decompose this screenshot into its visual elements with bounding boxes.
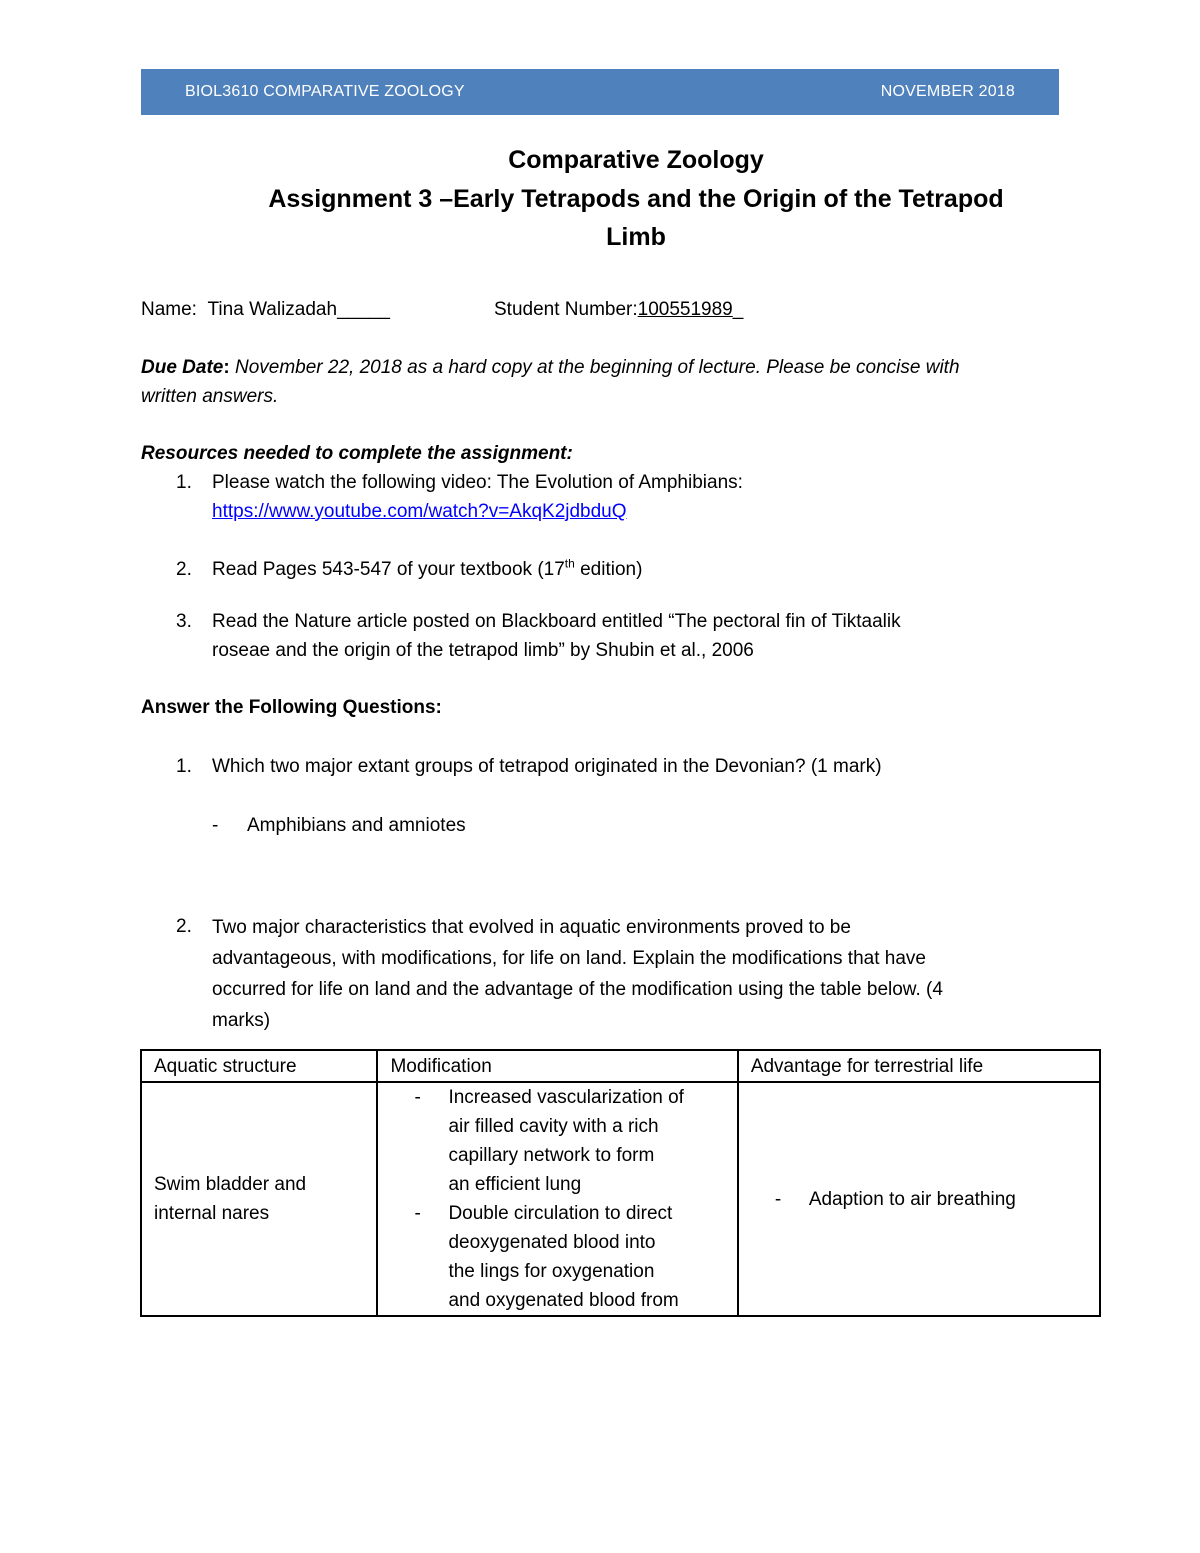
title-line-1: Comparative Zoology	[508, 146, 764, 174]
name-value: Tina Walizadah	[207, 299, 338, 320]
cell-modification	[377, 1082, 737, 1316]
due-date-text-1: November 22, 2018 as a hard copy at the beginning of lecture. Please be concise with	[229, 357, 960, 378]
question-1-number: 1.	[176, 756, 192, 777]
resource-number-2: 2.	[176, 559, 192, 580]
mod2-line-3: the lings for oxygenation	[448, 1261, 655, 1282]
resources-heading: Resources needed to complete the assignment:	[141, 443, 573, 464]
cell-aquatic-structure	[141, 1082, 377, 1316]
resource-item-2-text: Read Pages 543-547 of your textbook (17	[212, 559, 565, 580]
modification-list	[378, 1083, 724, 1315]
student-number-blank: _	[732, 299, 744, 320]
question-2-line-4: marks)	[212, 1010, 271, 1031]
mod2-line-4: and oxygenated blood from	[448, 1290, 679, 1311]
answer-table	[140, 1049, 1101, 1317]
structure-line-1: Swim bladder and	[154, 1174, 307, 1195]
resource-item-1	[212, 468, 1072, 526]
mod2-line-2: deoxygenated blood into	[448, 1232, 656, 1253]
mod1-line-1: Increased vascularization of	[448, 1087, 684, 1108]
modification-dash-1: -	[414, 1087, 421, 1108]
cell-advantage	[738, 1082, 1100, 1316]
mod1-line-3: capillary network to form	[448, 1145, 655, 1166]
name-blank: _____	[337, 299, 390, 320]
advantage-text: Adaption to air breathing	[808, 1188, 1016, 1210]
title-line-3: Limb	[606, 223, 666, 251]
table-header-row	[141, 1050, 1100, 1082]
due-date-label: Due Date	[141, 357, 224, 378]
mod1-line-2: air filled cavity with a rich	[448, 1116, 659, 1137]
due-date-colon: :	[223, 357, 230, 378]
question-1-text: Which two major extant groups of tetrapod originated in the Devonian? (1 mark)	[212, 756, 882, 777]
due-date	[141, 353, 1071, 411]
resource-item-2-sup: th	[564, 556, 575, 571]
advantage-item	[739, 1185, 1087, 1214]
modification-item-1	[378, 1083, 724, 1199]
student-info	[141, 295, 390, 324]
question-2-line-1: Two major characteristics that evolved in aquatic environments proved to be	[212, 917, 851, 938]
structure-line-2: internal nares	[154, 1203, 270, 1224]
student-number-label: Student Number:	[494, 299, 638, 320]
header-modification: Modification	[377, 1050, 737, 1082]
modification-item-2	[378, 1199, 724, 1315]
name-label: Name:	[141, 299, 197, 320]
resource-number-1: 1.	[176, 472, 192, 493]
header-advantage: Advantage for terrestrial life	[738, 1050, 1100, 1082]
resource-item-1-text: Please watch the following video: The Evolution of Amphibians:	[212, 472, 743, 493]
question-2-line-2: advantageous, with modifications, for life on land. Explain the modifications that have	[212, 948, 926, 969]
mod1-line-4: an efficient lung	[448, 1174, 582, 1195]
document-title	[141, 140, 1131, 256]
resource-item-3-line-2: roseae and the origin of the tetrapod limb” by Shubin et al., 2006	[212, 640, 754, 661]
title-line-2: Assignment 3 –Early Tetrapods and the Origin of the Tetrapod	[268, 185, 1004, 213]
course-title: BIOL3610 COMPARATIVE ZOOLOGY	[185, 83, 465, 100]
resource-item-2	[212, 555, 1072, 584]
page-header-bar	[141, 69, 1059, 115]
question-2-number: 2.	[176, 916, 192, 937]
table-row	[141, 1082, 1100, 1316]
question-2-line-3: occurred for life on land and the advantage of the modification using the table below. (4	[212, 979, 943, 1000]
modification-dash-2: -	[414, 1203, 421, 1224]
answer-1-dash: -	[212, 815, 219, 836]
student-number	[494, 295, 743, 324]
header-date: NOVEMBER 2018	[880, 83, 1015, 100]
resource-item-2-after: edition)	[574, 559, 643, 580]
due-date-text-2: written answers.	[141, 386, 279, 407]
resource-item-3	[212, 607, 1072, 665]
advantage-dash: -	[774, 1188, 782, 1210]
resource-number-3: 3.	[176, 611, 192, 632]
youtube-link[interactable]: https://www.youtube.com/watch?v=AkqK2jdbduQ	[212, 501, 627, 522]
answer-1: Amphibians and amniotes	[247, 815, 466, 836]
header-aquatic-structure: Aquatic structure	[141, 1050, 377, 1082]
mod2-line-1: Double circulation to direct	[448, 1203, 673, 1224]
questions-heading: Answer the Following Questions:	[141, 697, 442, 718]
question-2-text	[212, 912, 1072, 1036]
advantage-list	[739, 1185, 1087, 1214]
resource-item-3-line-1: Read the Nature article posted on Blackboard entitled “The pectoral fin of Tiktaalik	[212, 611, 901, 632]
student-number-value: 100551989	[637, 299, 733, 320]
